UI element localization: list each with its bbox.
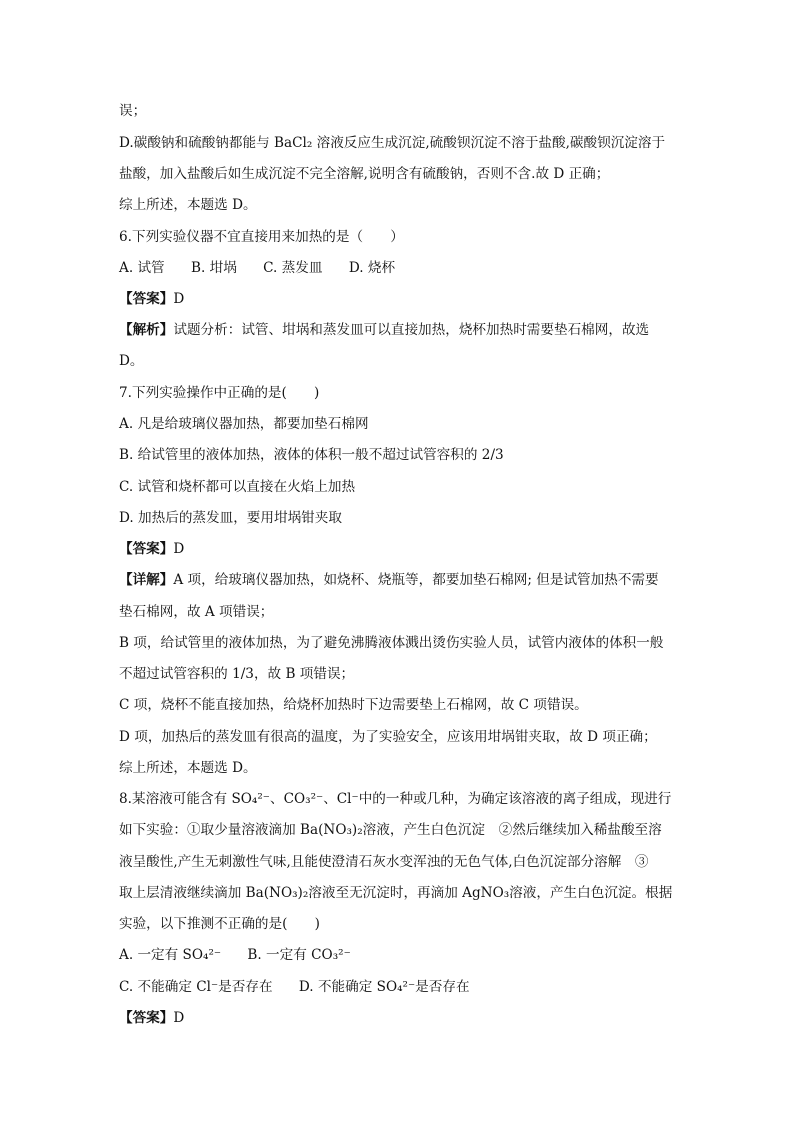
answer-6 <box>119 289 184 309</box>
option-b: B. 坩埚 <box>190 260 237 276</box>
text-line: 实验，以下推测不正确的是( ) <box>119 916 320 932</box>
text-line: C 项，烧杯不能直接加热，给烧杯加热时下边需要垫上石棉网，故 C 项错误。 <box>119 697 588 713</box>
analysis-6 <box>119 320 649 340</box>
detail-7 <box>119 570 659 590</box>
text-line: 综上所述，本题选 D。 <box>119 197 257 213</box>
option-a: A. 试管 <box>119 260 165 276</box>
answer-value: D <box>173 291 185 307</box>
text-line: 误； <box>119 103 147 119</box>
text-line: B 项，给试管里的液体加热，为了避免沸腾液体溅出烫伤实验人员，试管内液体的体积一般 <box>119 635 664 651</box>
option-d: D. 不能确定 SO₄²⁻是否存在 <box>298 979 470 995</box>
text-line: 液呈酸性,产生无刺激性气味,且能使澄清石灰水变浑浊的无色气体,白色沉淀部分溶解 ③ <box>119 854 649 870</box>
text-line: D。 <box>119 353 144 369</box>
option-b: B. 给试管里的液体加热，液体的体积一般不超过试管容积的 2/3 <box>119 447 504 463</box>
answer-tag: 【答案】 <box>119 291 174 307</box>
analysis-tag: 【解析】 <box>119 322 174 338</box>
option-d: D. 烧杯 <box>348 260 396 276</box>
text-line: 不超过试管容积的 1/3，故 B 项错误； <box>119 666 355 682</box>
option-b: B. 一定有 CO₃²⁻ <box>247 947 351 963</box>
text-line: 盐酸，加入盐酸后如生成沉淀不完全溶解,说明含有硫酸钠，否则不含.故 D 正确； <box>119 166 610 182</box>
option-c: C. 蒸发皿 <box>263 260 323 276</box>
option-a: A. 一定有 SO₄²⁻ <box>119 947 222 963</box>
answer-tag: 【答案】 <box>119 541 174 557</box>
option-d: D. 加热后的蒸发皿，要用坩埚钳夹取 <box>119 510 342 526</box>
text-line: D.碳酸钠和硫酸钠都能与 BaCl₂ 溶液反应生成沉淀,硫酸钡沉淀不溶于盐酸,碳酸钡沉淀溶于 <box>119 135 666 151</box>
question-8-options-ab <box>119 945 351 965</box>
answer-7 <box>119 539 184 559</box>
answer-tag: 【答案】 <box>119 1010 174 1026</box>
question-6: 6.下列实验仪器不宜直接用来加热的是（ ） <box>119 229 404 245</box>
text-line: 垫石棉网，故 A 项错误； <box>119 604 274 620</box>
detail-tag: 【详解】 <box>119 572 174 588</box>
option-c: C. 试管和烧杯都可以直接在火焰上加热 <box>119 479 356 495</box>
text-line: 如下实验：①取少量溶液滴加 Ba(NO₃)₂溶液，产生白色沉淀 ②然后继续加入稀盐酸至溶 <box>119 822 662 838</box>
text-line: D 项，加热后的蒸发皿有很高的温度，为了实验安全，应该用坩埚钳夹取，故 D 项正确； <box>119 729 657 745</box>
question-7: 7.下列实验操作中正确的是( ) <box>119 385 320 401</box>
answer-value: D <box>173 1010 185 1026</box>
option-c: C. 不能确定 Cl⁻是否存在 <box>119 979 273 995</box>
text-line: 综上所述，本题选 D。 <box>119 760 257 776</box>
detail-text: A 项，给玻璃仪器加热，如烧杯、烧瓶等，都要加垫石棉网; 但是试管加热不需要 <box>173 572 659 588</box>
answer-value: D <box>173 541 185 557</box>
analysis-text: 试题分析：试管、坩埚和蒸发皿可以直接加热，烧杯加热时需要垫石棉网，故选 <box>173 322 650 338</box>
option-a: A. 凡是给玻璃仪器加热，都要加垫石棉网 <box>119 416 369 432</box>
question-8: 8.某溶液可能含有 SO₄²⁻、CO₃²⁻、Cl⁻中的一种或几种，为确定该溶液的离子组成，现进行 <box>119 791 672 807</box>
answer-8 <box>119 1008 184 1028</box>
text-line: 取上层清液继续滴加 Ba(NO₃)₂溶液至无沉淀时，再滴加 AgNO₃溶液，产生白色沉淀。根据 <box>119 885 673 901</box>
question-8-options-cd <box>119 977 470 997</box>
question-6-options <box>119 258 395 278</box>
